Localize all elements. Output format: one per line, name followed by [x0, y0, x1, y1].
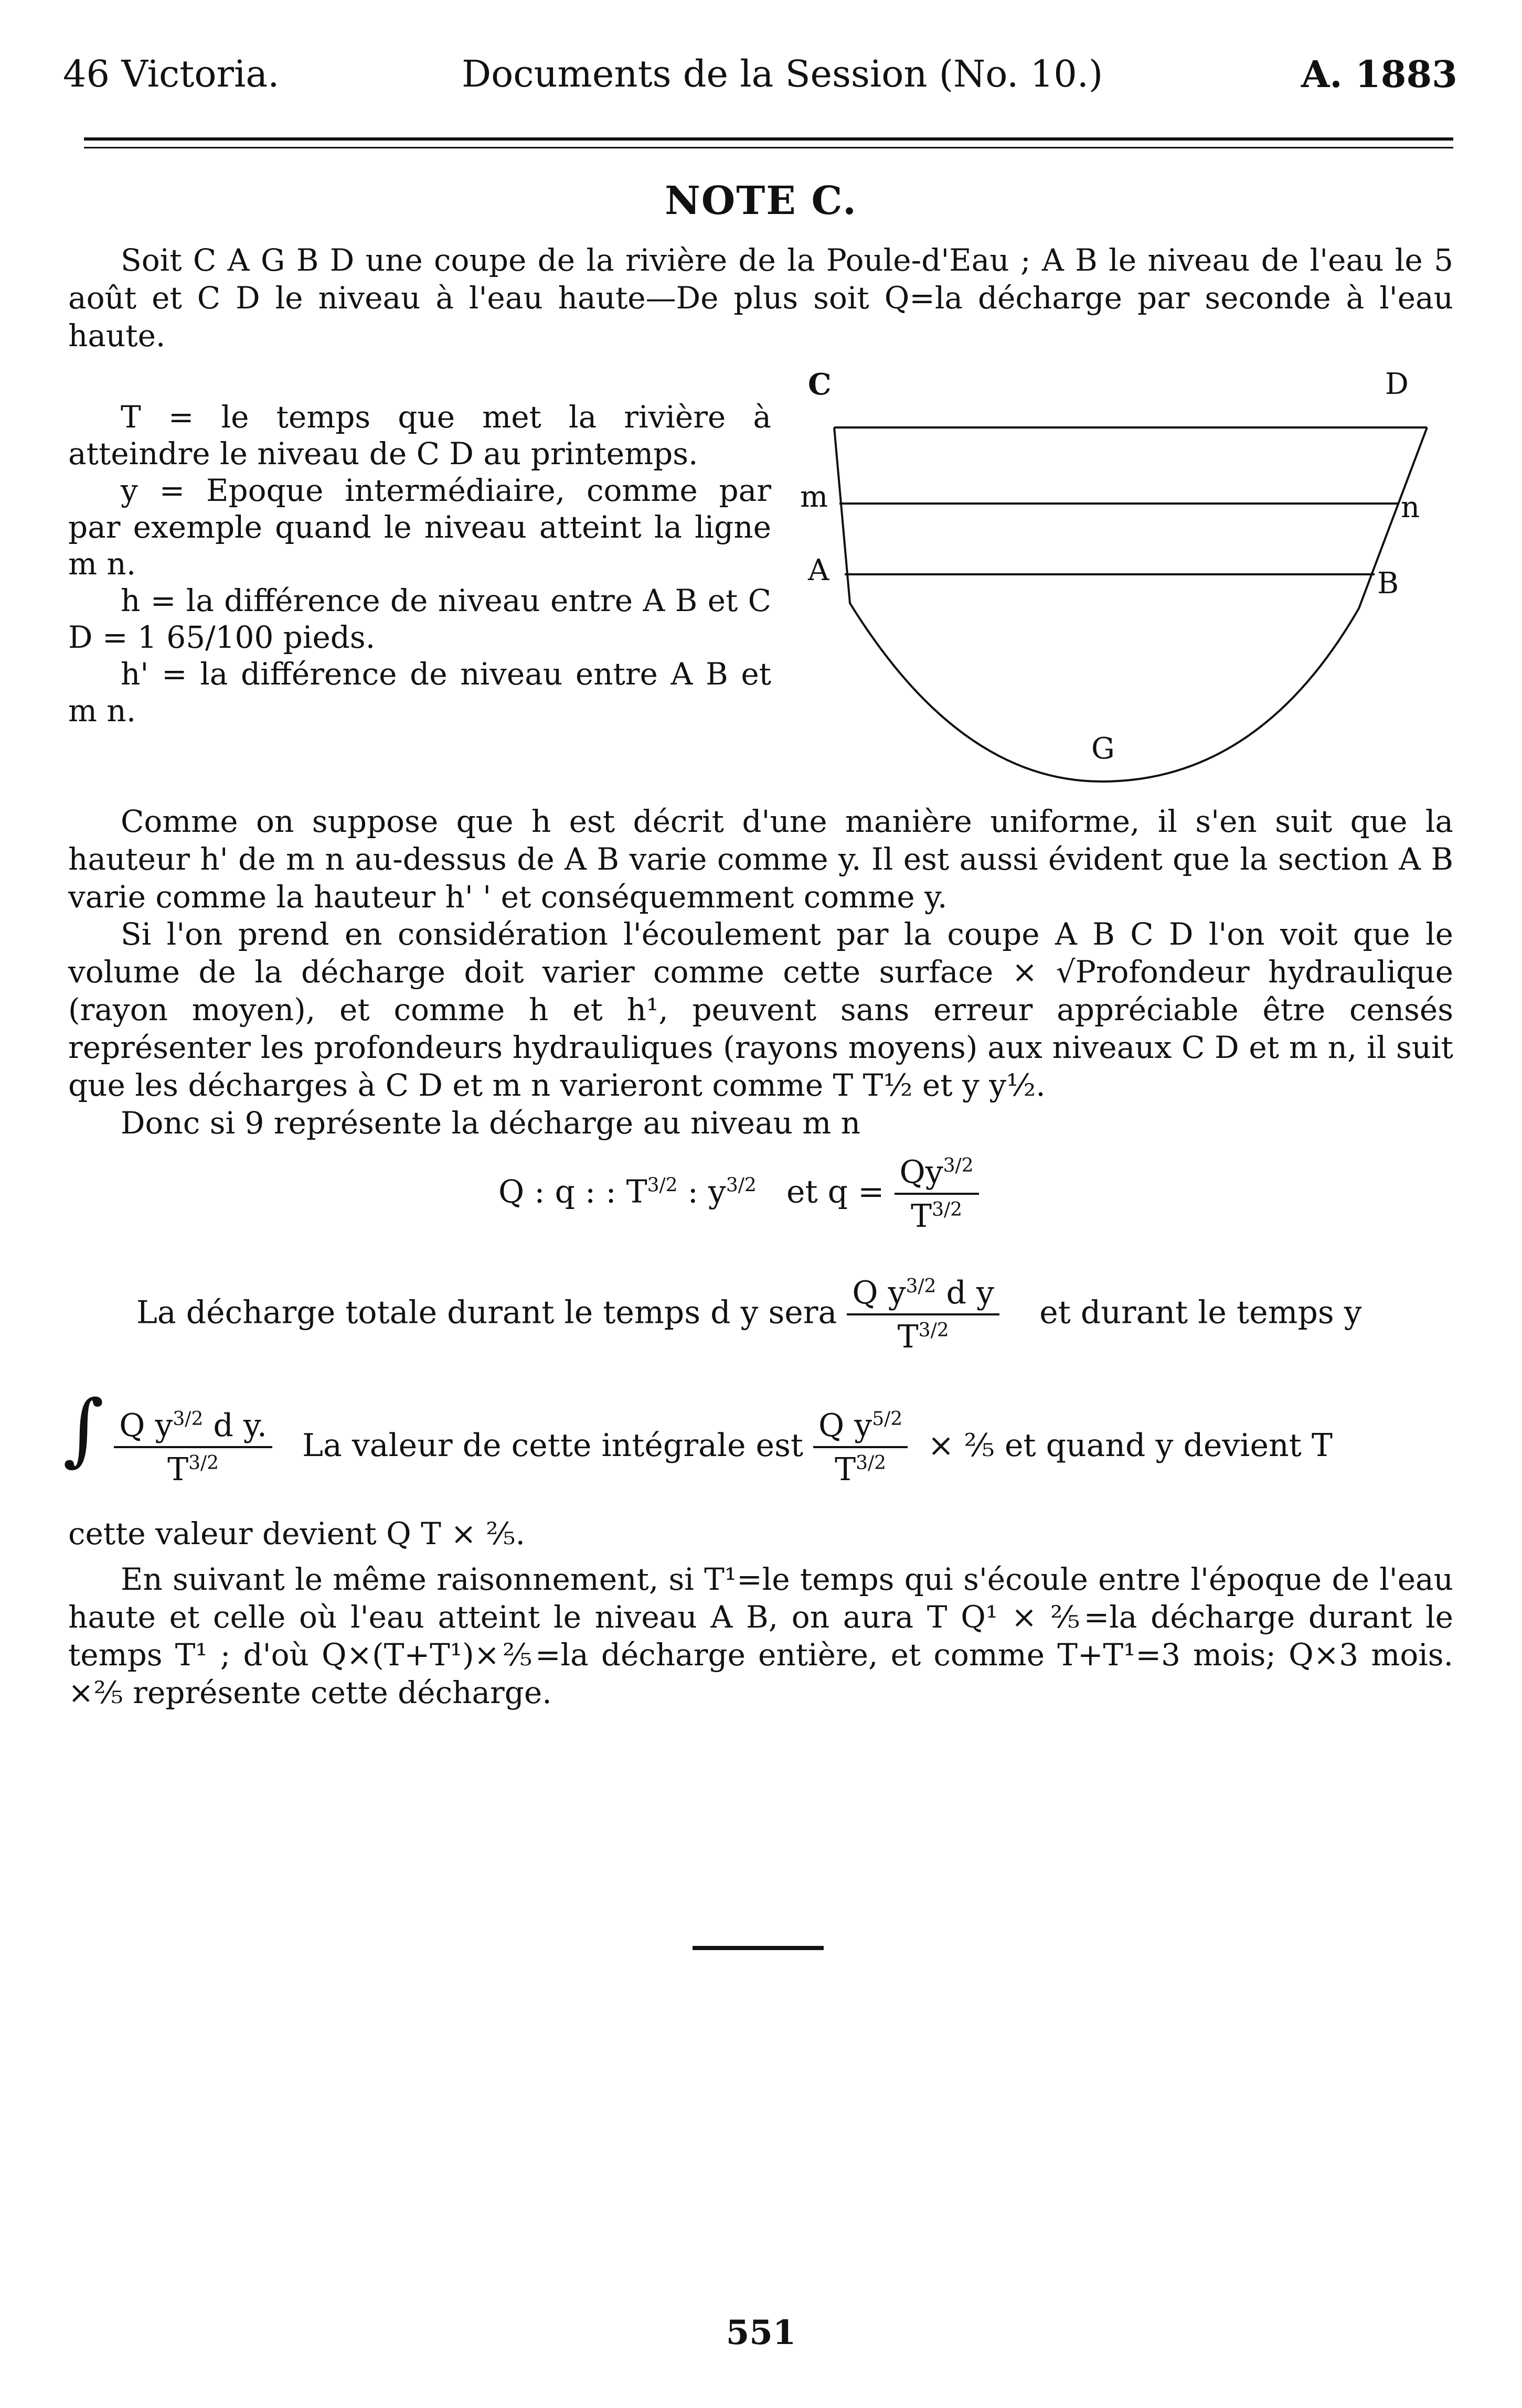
paragraph-1: Comme on suppose que h est décrit d'une manière uniforme, il s'en suit que la hauteur h' de m n au-dessus de A B varie comme y. Il est aussi évident que la section A B varie comme la hauteur h' ' et conséquemment comme y. [68, 804, 1453, 915]
label-b: B [1377, 566, 1399, 601]
proportion-formula: Q : q : : $T^{3/2}$ : $y^{3/2}$ et q = $\frac{Qy^{3/2}}{T^{3/2}}$ [498, 1154, 979, 1235]
paragraph-3: Donc si 9 représente la décharge au niveau m n [121, 1105, 861, 1141]
label-m: m [800, 480, 828, 514]
fraction-total: $\frac{Q y^{3/2} d y}{T^{3/2}}$ [847, 1275, 999, 1355]
note-title: NOTE C. [665, 178, 857, 223]
fraction-q: $\frac{Qy^{3/2}}{T^{3/2}}$ [895, 1154, 979, 1235]
header-right: A. 1883 [1301, 52, 1457, 96]
running-header [0, 52, 1522, 100]
label-a: A [808, 553, 829, 587]
label-c: C [808, 367, 832, 402]
label-d: D [1385, 367, 1409, 401]
river-cross-section-figure [787, 362, 1469, 834]
fraction-integral-value: $\frac{Q y^{5/2}}{T^{3/2}}$ [813, 1407, 908, 1488]
page-number: 551 [726, 2313, 796, 2352]
integral-sign: ∫ [63, 1384, 104, 1475]
definition-t: T = le temps que met la rivière à atteindre le niveau de C D au printemps. [68, 399, 771, 472]
closing-rule [693, 1946, 824, 1950]
header-rule-thin [84, 147, 1453, 148]
header-center: Documents de la Session (No. 10.) [462, 52, 1103, 95]
integral-line: ∫ $\frac{Q y^{3/2} d y.}{T^{3/2}}$ La valeur de cette intégrale est $\frac{Q y^{5/2}}{T^{3/2}}$ × ⅖ et quand y devient T [63, 1384, 1333, 1489]
value-line: cette valeur devient Q T × ⅖. [68, 1516, 525, 1551]
paragraph-4: En suivant le même raisonnement, si T¹=le temps qui s'écoule entre l'époque de l'eau haute et celle où l'eau atteint le niveau A B, on aura T Q¹ × ⅖=la décharge durant le temps T¹ ; d'où Q×(T+T¹)×⅖=la décharge entière, et comme T+T¹=3 mois; Q×3 mois. ×⅖ représente cette décharge. [68, 1561, 1453, 1710]
header-rule-thick [84, 137, 1453, 141]
header-left: 46 Victoria. [63, 52, 280, 95]
label-g: G [1091, 732, 1115, 766]
river-bed-outline [834, 427, 1427, 782]
label-n: n [1401, 490, 1420, 525]
total-discharge-line: La décharge totale durant le temps d y sera $\frac{Q y^{3/2} d y}{T^{3/2}}$ et durant le temps y [136, 1275, 1362, 1355]
definitions-list [68, 399, 771, 729]
fraction-integrand: $\frac{Q y^{3/2} d y.}{T^{3/2}}$ [114, 1407, 272, 1488]
definition-h-prime: h' = la différence de niveau entre A B et m n. [68, 656, 771, 729]
paragraph-2: Si l'on prend en considération l'écoulement par la coupe A B C D l'on voit que le volume de la décharge doit varier comme cette surface × √Profondeur hydraulique (rayon moyen), et comme h et h¹, peuvent sans erreur appréciable être censés représenter les profondeurs hydrauliques (rayons moyens) aux niveaux C D et m n, il suit que les décharges à C D et m n varieront comme T T½ et y y½. [68, 916, 1453, 1103]
definition-y: y = Epoque intermédiaire, comme par par exemple quand le niveau atteint la ligne m n. [68, 473, 771, 582]
intro-paragraph: Soit C A G B D une coupe de la rivière de la Poule-d'Eau ; A B le niveau de l'eau le 5 août et C D le niveau à l'eau haute—De plus soit Q=la décharge par seconde à l'eau haute. [68, 242, 1453, 354]
definition-h: h = la différence de niveau entre A B et C D = 1 65/100 pieds. [68, 583, 771, 655]
